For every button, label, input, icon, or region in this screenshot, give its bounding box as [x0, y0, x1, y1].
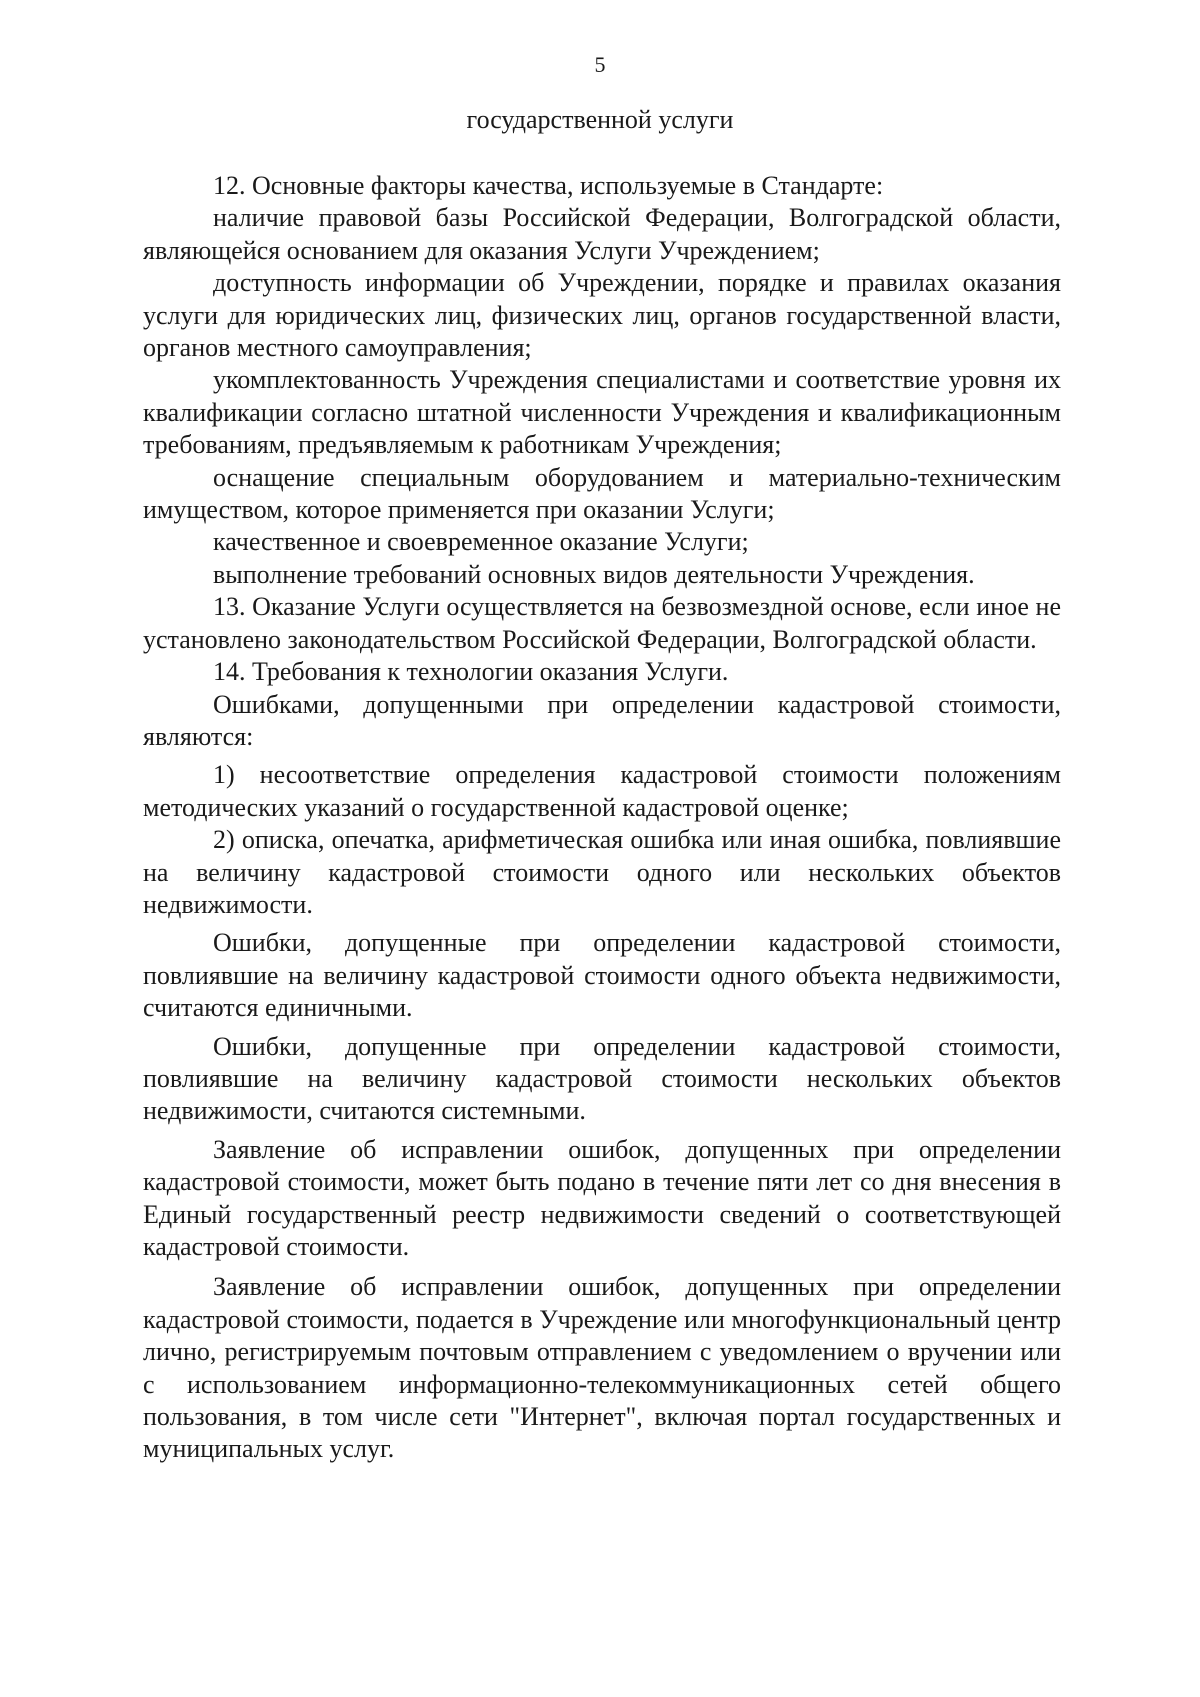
paragraph: Заявление об исправлении ошибок, допущенных при определении кадастровой стоимости, подается в Учреждение или многофункциональный центр лично, регистрируемым почтовым отправлением с уведомлением о вручении или с использованием информационно-телекоммуникационных сетей общего пользования, в том числе сети "Интернет", включая портал государственных и муниципальных услуг. [143, 1272, 1061, 1464]
document-body [143, 170, 1061, 1466]
section-heading: государственной услуги [466, 105, 734, 134]
paragraph: доступность информации об Учреждении, порядке и правилах оказания услуги для юридических лиц, физических лиц, органов государственной власти, органов местного самоуправления; [143, 268, 1061, 363]
paragraph: наличие правовой базы Российской Федерации, Волгоградской области, являющейся основанием для оказания Услуги Учреждением; [143, 203, 1061, 265]
paragraph: оснащение специальным оборудованием и материально-техническим имуществом, которое применяется при оказании Услуги; [143, 462, 1061, 525]
paragraph: 1) несоответствие определения кадастровой стоимости положениям методических указаний о государственной кадастровой оценке; [143, 760, 1061, 822]
paragraph: качественное и своевременное оказание Услуги; [213, 527, 749, 557]
paragraph: 12. Основные факторы качества, используемые в Стандарте: [213, 171, 884, 200]
paragraph: выполнение требований основных видов деятельности Учреждения. [213, 559, 975, 589]
paragraph: Ошибками, допущенными при определении кадастровой стоимости, являются: [143, 689, 1061, 751]
paragraph: Ошибки, допущенные при определении кадастровой стоимости, повлиявшие на величину кадастровой стоимости нескольких объектов недвижимости, считаются системными. [143, 1031, 1061, 1126]
paragraph: Ошибки, допущенные при определении кадастровой стоимости, повлиявшие на величину кадастровой стоимости одного объекта недвижимости, считаются единичными. [143, 928, 1061, 1023]
paragraph: 14. Требования к технологии оказания Услуги. [213, 657, 729, 687]
paragraph: 2) описка, опечатка, арифметическая ошибка или иная ошибка, повлиявшие на величину кадастровой стоимости одного или нескольких объектов недвижимости. [143, 825, 1061, 919]
paragraph: укомплектованность Учреждения специалистами и соответствие уровня их квалификации согласно штатной численности Учреждения и квалификационным требованиям, предъявляемым к работникам Учреждения; [143, 365, 1061, 460]
paragraph: Заявление об исправлении ошибок, допущенных при определении кадастровой стоимости, может быть подано в течение пяти лет со дня внесения в Единый государственный реестр недвижимости сведений о соответствующей кадастровой стоимости. [143, 1134, 1061, 1261]
paragraph: 13. Оказание Услуги осуществляется на безвозмездной основе, если иное не установлено законодательством Российской Федерации, Волгоградской области. [143, 592, 1061, 654]
page-number: 5 [594, 52, 606, 77]
